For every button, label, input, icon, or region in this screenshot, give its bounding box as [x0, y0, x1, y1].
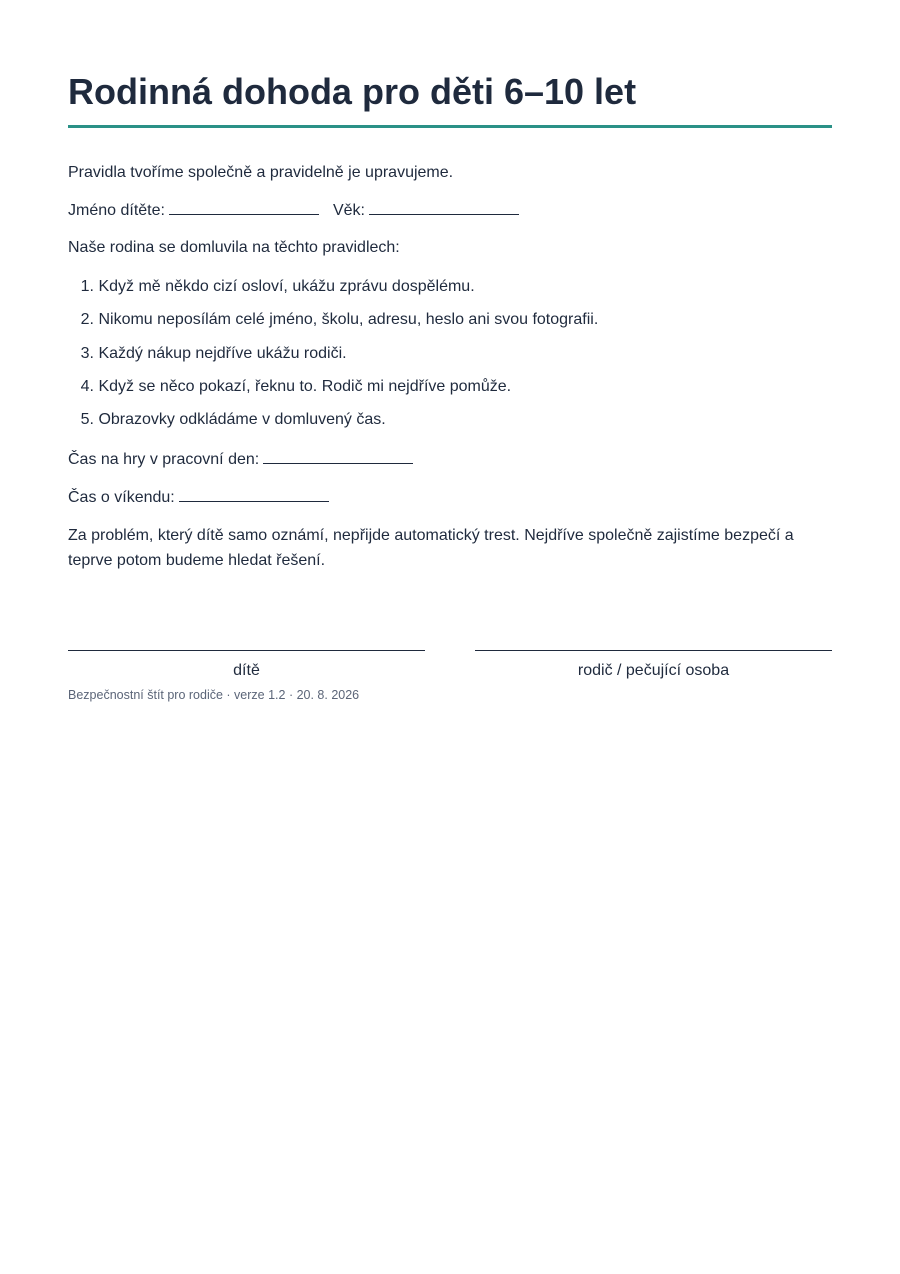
- weekend-time-label: Čas o víkendu:: [68, 489, 175, 506]
- child-name-label: Jméno dítěte:: [68, 202, 165, 219]
- signature-child-label: dítě: [233, 662, 260, 679]
- list-item: [68, 376, 598, 409]
- title-divider: [68, 125, 832, 128]
- age-field[interactable]: [369, 200, 519, 215]
- rule-number: 4.: [80, 377, 94, 395]
- signature-child[interactable]: [68, 650, 425, 682]
- signature-parent[interactable]: [475, 650, 832, 682]
- rule-number: 1.: [80, 278, 94, 295]
- intro-text: Pravidla tvoříme společně a pravidelně je upravujeme.: [68, 164, 454, 181]
- weekday-time-row: [68, 449, 413, 471]
- weekday-time-label: Čas na hry v pracovní den:: [68, 451, 260, 468]
- rule-text: Když mě někdo cizí osloví, ukážu zprávu dospělému.: [98, 278, 475, 295]
- list-item: [68, 276, 598, 309]
- rules-list: [68, 276, 598, 442]
- closing-paragraph: Za problém, který dítě samo oznámí, nepřijde automatický trest. Nejdříve společně zajistíme bezpečí a teprve potom budeme hledat řešení.: [68, 527, 794, 569]
- rule-text: Obrazovky odkládáme v domluvený čas.: [98, 411, 386, 429]
- weekday-time-field[interactable]: [263, 449, 413, 464]
- age-label: Věk:: [332, 202, 365, 219]
- child-name-field[interactable]: [169, 200, 319, 215]
- rule-text: Každý nákup nejdříve ukážu rodiči.: [98, 344, 347, 362]
- rule-number: 2.: [80, 311, 94, 329]
- rule-text: Nikomu neposílám celé jméno, školu, adresu, heslo ani svou fotografii.: [98, 311, 599, 329]
- signature-parent-label: rodič / pečující osoba: [577, 662, 730, 679]
- weekend-time-row: [68, 487, 329, 509]
- rule-text: Když se něco pokazí, řeknu to. Rodič mi nejdříve pomůže.: [98, 377, 512, 395]
- child-info-row: [68, 200, 519, 222]
- footer-text: Bezpečnostní štít pro rodiče · verze 1.2 · 20. 8. 2026: [68, 688, 360, 702]
- page-title: Rodinná dohoda pro děti 6–10 let: [68, 71, 637, 112]
- rule-number: 5.: [80, 411, 94, 429]
- rule-number: 3.: [80, 344, 94, 362]
- weekend-time-field[interactable]: [179, 487, 329, 502]
- list-item: [68, 409, 598, 442]
- rules-intro: Naše rodina se domluvila na těchto pravidlech:: [68, 239, 400, 256]
- list-item: [68, 343, 598, 376]
- list-item: [68, 309, 598, 342]
